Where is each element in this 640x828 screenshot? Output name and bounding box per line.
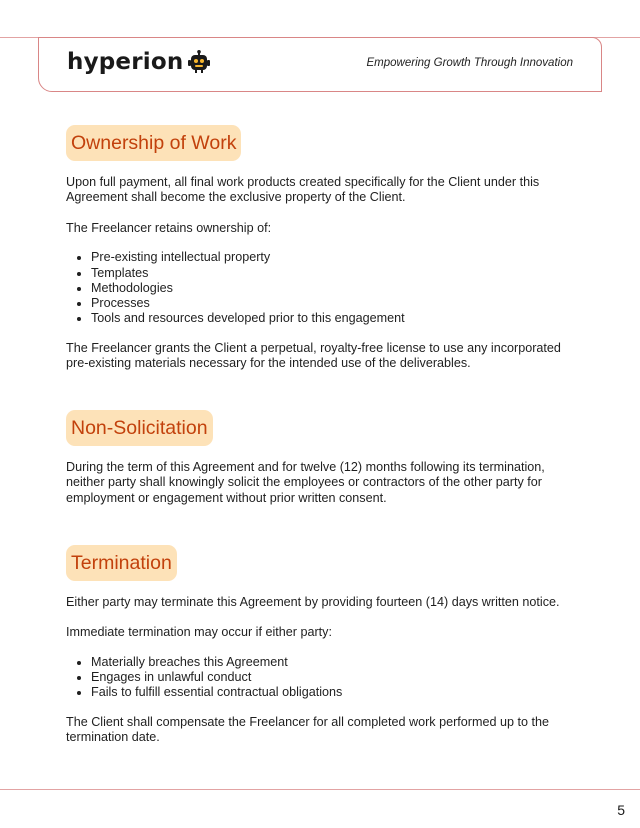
page-number: 5 bbox=[617, 802, 625, 818]
section-heading: Non-Solicitation bbox=[66, 410, 213, 446]
paragraph: Immediate termination may occur if either party: bbox=[66, 625, 332, 640]
paragraph: The Freelancer grants the Client a perpetual, royalty-free license to use any incorporated pre-existing materials necessary for the intended use of the deliverables. bbox=[66, 340, 561, 371]
list-item: • Templates bbox=[91, 266, 576, 281]
footer-rule bbox=[0, 789, 640, 790]
robot-icon bbox=[187, 50, 211, 74]
brand-name: hyperion bbox=[67, 49, 184, 75]
tagline: Empowering Growth Through Innovation bbox=[366, 57, 573, 69]
brand-logo bbox=[67, 49, 211, 75]
paragraph: Either party may terminate this Agreement by providing fourteen (14) days written notice. bbox=[66, 595, 560, 609]
paragraph: During the term of this Agreement and for twelve (12) months following its termination, neither party shall knowingly solicit the employees or contractors of the other party for employment or engagement without prior written consent. bbox=[66, 460, 545, 505]
section-ownership-of-work bbox=[66, 125, 576, 372]
section-heading: Termination bbox=[66, 545, 177, 581]
list-item: • Materially breaches this Agreement bbox=[91, 655, 576, 670]
list-item: • Fails to fulfill essential contractual obligations bbox=[91, 685, 576, 700]
list-item: • Pre-existing intellectual property bbox=[91, 250, 576, 265]
list-item: • Tools and resources developed prior to this engagement bbox=[91, 311, 576, 326]
bullet-list bbox=[66, 655, 576, 701]
section-non-solicitation bbox=[66, 410, 576, 506]
list-item: • Processes bbox=[91, 296, 576, 311]
paragraph: The Freelancer retains ownership of: bbox=[66, 220, 272, 235]
page-header bbox=[38, 37, 602, 92]
paragraph: The Client shall compensate the Freelancer for all completed work performed up to the termination date. bbox=[66, 714, 550, 745]
list-item: • Methodologies bbox=[91, 281, 576, 296]
bullet-list bbox=[66, 250, 576, 326]
paragraph: Upon full payment, all final work products created specifically for the Client under this Agreement shall become the exclusive property of the Client. bbox=[66, 175, 540, 205]
list-item: • Engages in unlawful conduct bbox=[91, 670, 576, 685]
section-termination bbox=[66, 545, 576, 746]
section-heading: Ownership of Work bbox=[66, 125, 241, 161]
